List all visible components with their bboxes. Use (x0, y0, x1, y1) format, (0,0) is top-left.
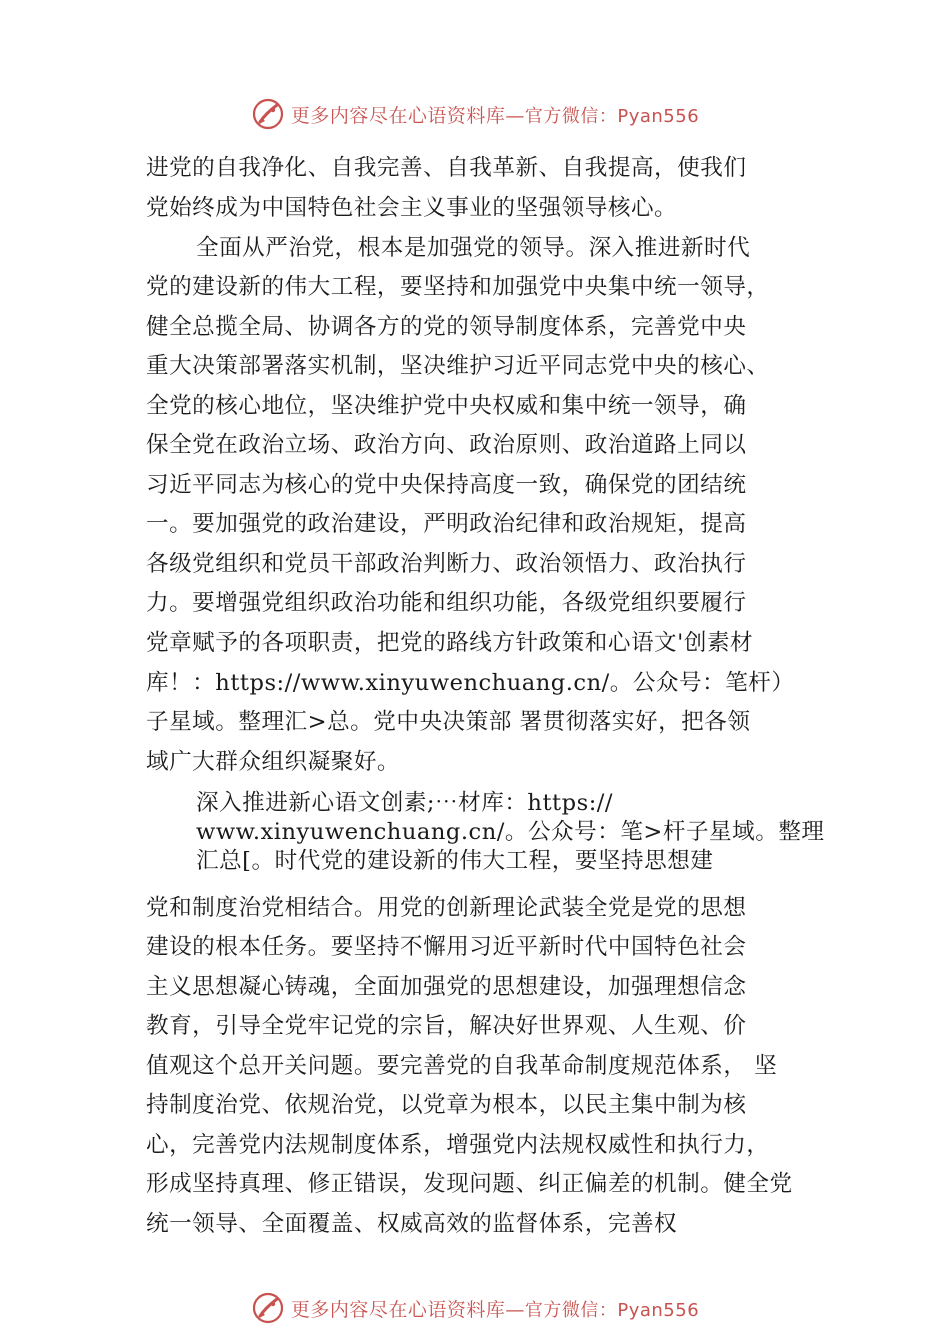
footer-banner (0, 1288, 950, 1328)
banner-wechat-text: 官方微信：Pyan556 (524, 1299, 700, 1321)
text-line: 持制度治党、依规治党，以党章为根本，以民主集中制为核 (146, 1092, 747, 1118)
text-line: 健全总揽全局、协调各方的党的领导制度体系，完善党中央 (146, 314, 747, 340)
text-line: 子星域。整理汇>总。党中央决策部 署贯彻落实好，把各领 (146, 709, 751, 735)
banner-separator: — (505, 1298, 525, 1321)
text-line: 党和制度治党相结合。用党的创新理论武装全党是党的思想 (146, 895, 747, 921)
text-line: 形成坚持真理、修正错误，发现问题、纠正偏差的机制。健全党 (146, 1171, 793, 1197)
text-line: 习近平同志为核心的党中央保持高度一致，确保党的团结统 (146, 472, 747, 498)
text-line: 重大决策部署落实机制，坚决维护习近平同志党中央的核心、 (146, 353, 770, 379)
brush-logo-icon (251, 1291, 285, 1325)
text-line: 深入推进新心语文创素;⋯材库：https:// (196, 790, 614, 816)
banner-main-text: 更多内容尽在心语资料库 (290, 1298, 506, 1321)
text-line: 教育，引导全党牢记党的宗旨，解决好世界观、人生观、价 (146, 1013, 747, 1039)
text-line: 心，完善党内法规制度体系，增强党内法规权威性和执行力， (146, 1132, 770, 1158)
text-line: 党章赋予的各项职责，把党的路线方针政策和心语文'创素材 (146, 630, 754, 656)
banner-main-text: 更多内容尽在心语资料库 (290, 104, 506, 127)
text-line: 各级党组织和党员干部政治判断力、政治领悟力、政治执行 (146, 551, 747, 577)
text-line: 主义思想凝心铸魂，全面加强党的思想建设，加强理想信念 (146, 974, 747, 1000)
text-line: 党的建设新的伟大工程，要坚持和加强党中央集中统一领导， (146, 274, 770, 300)
text-line: 力。要增强党组织政治功能和组织功能，各级党组织要履行 (146, 590, 747, 616)
text-line: 统一领导、全面覆盖、权威高效的监督体系，完善权 (146, 1211, 678, 1237)
text-line: www.xinyuwenchuang.cn/。公众号：笔>杆子星域。整理 (196, 819, 825, 845)
banner-separator: — (505, 104, 525, 127)
text-line: 建设的根本任务。要坚持不懈用习近平新时代中国特色社会 (146, 934, 747, 960)
text-line: 全党的核心地位，坚决维护党中央权威和集中统一领导，确 (146, 393, 747, 419)
text-line: 一。要加强党的政治建设，严明政治纪律和政治规矩，提高 (146, 511, 747, 537)
text-line: 值观这个总开关问题。要完善党的自我革命制度规范体系， 坚 (146, 1053, 778, 1079)
header-banner-text (291, 101, 699, 128)
text-line: 全面从严治党，根本是加强党的领导。深入推进新时代 (196, 235, 751, 261)
brush-logo-icon (251, 97, 285, 131)
text-line: 汇总[。时代党的建设新的伟大工程，要坚持思想建 (196, 848, 714, 874)
text-line: 进党的自我净化、自我完善、自我革新、自我提高，使我们 (146, 155, 747, 181)
text-line: 库！：https://www.xinyuwenchuang.cn/。公众号：笔杆） (146, 670, 795, 696)
text-line: 保全党在政治立场、政治方向、政治原则、政治道路上同以 (146, 432, 747, 458)
text-line: 党始终成为中国特色社会主义事业的坚强领导核心。 (146, 195, 678, 221)
text-line: 域广大群众组织凝聚好。 (146, 749, 401, 775)
banner-wechat-text: 官方微信：Pyan556 (524, 105, 700, 127)
footer-banner-text (291, 1295, 699, 1322)
header-banner (0, 94, 950, 134)
